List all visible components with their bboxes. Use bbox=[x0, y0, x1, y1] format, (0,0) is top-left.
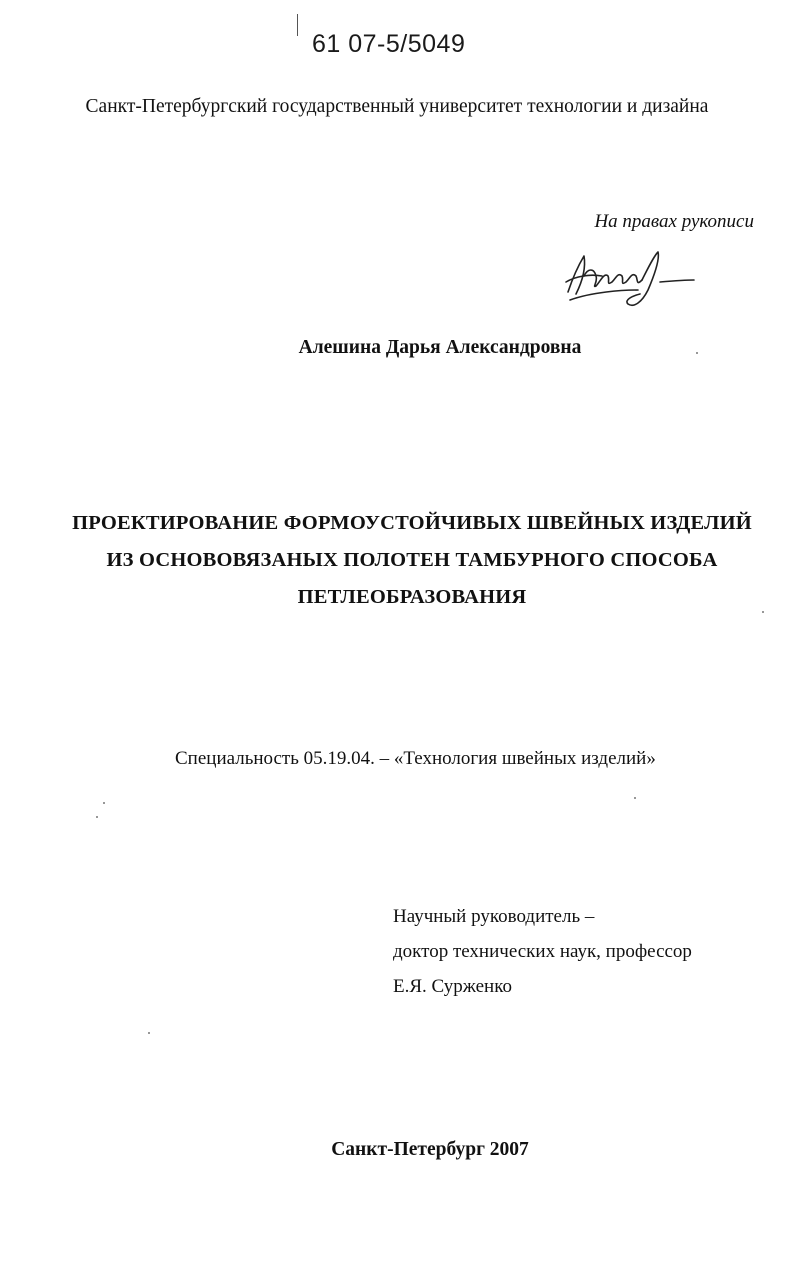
scientific-advisor bbox=[393, 899, 692, 1004]
specialty-line: Специальность 05.19.04. – «Технология швейных изделий» bbox=[175, 748, 656, 769]
advisor-role: Научный руководитель – bbox=[393, 906, 595, 927]
manuscript-rights-note: На правах рукописи bbox=[594, 211, 754, 232]
dissertation-title bbox=[0, 505, 794, 616]
archive-stamp-number: 61 07-5/5049 bbox=[312, 30, 466, 58]
university-name: Санкт-Петербургский государственный университет технологии и дизайна bbox=[85, 96, 709, 117]
city-and-year: Санкт-Петербург 2007 bbox=[331, 1139, 529, 1160]
title-line: ПРОЕКТИРОВАНИЕ ФОРМОУСТОЙЧИВЫХ ШВЕЙНЫХ ИЗДЕЛИЙ bbox=[72, 512, 752, 534]
scan-speck bbox=[762, 611, 764, 613]
scan-speck bbox=[148, 1032, 150, 1034]
handwritten-signature bbox=[562, 246, 696, 312]
advisor-degree: доктор технических наук, профессор bbox=[393, 941, 692, 962]
scan-speck bbox=[634, 797, 636, 799]
title-line: ИЗ ОСНОВОВЯЗАНЫХ ПОЛОТЕН ТАМБУРНОГО СПОСОБА bbox=[106, 549, 718, 571]
author-name: Алешина Дарья Александровна bbox=[298, 337, 582, 358]
scan-speck bbox=[696, 352, 698, 354]
scan-mark bbox=[297, 14, 298, 36]
scan-speck bbox=[103, 802, 105, 804]
scan-speck bbox=[96, 816, 98, 818]
advisor-name: Е.Я. Сурженко bbox=[393, 976, 512, 997]
title-line: ПЕТЛЕОБРАЗОВАНИЯ bbox=[297, 586, 527, 608]
